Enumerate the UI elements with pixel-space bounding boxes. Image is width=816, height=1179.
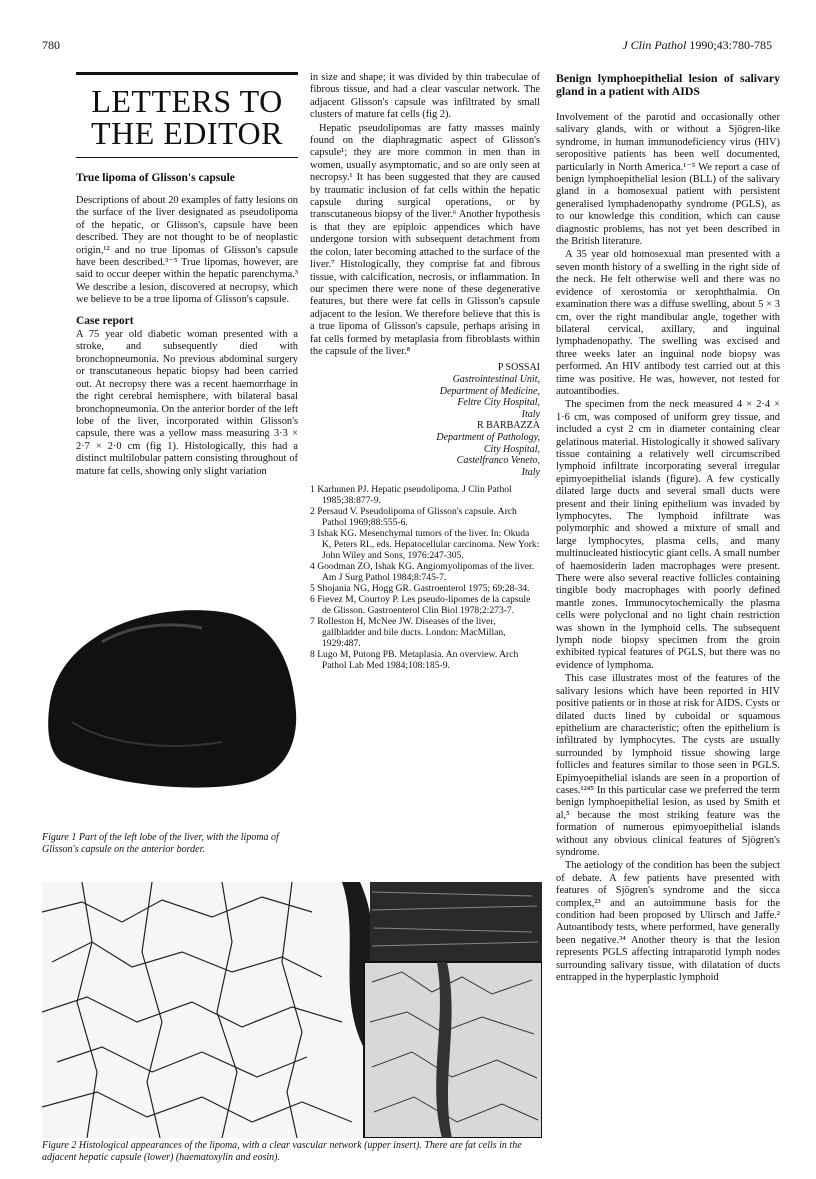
author-1-affiliation: Gastrointestinal Unit, [452,373,540,385]
figure-2-caption: Figure 2 Histological appearances of the lipoma, with a clear vascular network (upper insert). There are fat cells in the adjacent hepatic capsule (lower) (haematoxylin and eosin). [42,1140,522,1163]
reference-item: 2 Persaud V. Pseudolipoma of Glisson's capsule. Arch Pathol 1969;88:555-6. [310,506,517,529]
reference-item: 1 Karhunen PJ. Hepatic pseudolipoma. J Clin Pathol 1985;38:877-9. [310,484,512,507]
reference-item: 8 Lugo M, Putong PB. Metaplasia. An overview. Arch Pathol Lab Med 1984;108:185-9. [310,649,519,672]
letter-1-discussion: Hepatic pseudolipomas are fatty masses mainly found on the diaphragmatic aspect of Glisson's capsule¹; they are more common in men than in women, usually asymptomatic, and so are only seen at necropsy.¹ It has been suggested that they are caused by traumatic inclusion of fat cells within the hepatic capsule during surgical operations, or by transcutaneous biopsy of the liver.⁶ Another hypothesis is that they are epiploic appendices which have undergone torsion with subsequent detachment from the colon, later becoming attached to the surface of the liver.⁷ Histologically, they comprise fat and fibrous tissue, with calcification, necrosis, or inflammation. In our specimen there were none of these degenerative features, but there were fat cells in Glisson's capsule adjacent to the lesion. We therefore believe that this is a true lipoma of Glisson's capsule, perhaps arising in fat cells formed by metaplasia from fibroblasts within the capsule of the liver.⁸ [310,122,540,357]
reference-item: 7 Rolleston H, McNee JW. Diseases of the liver, gallbladder and bile ducts. London: MacMillan, 1929:487. [310,616,506,650]
reference-item: 5 Shojania NG, Hogg GR. Gastroenterol 1975; 69:28-34. [310,583,530,595]
letter-2-paragraph: The aetiology of the condition has been the subject of debate. A few patients have presented with features of Sjögren's syndrome and the sicca complex,²³ and an autoimmune basis for the condition had been proposed by Ulirsch and Jaffe.² Autoantibody tests, where performed, have generally been negative.³⁴ Another theory is that the lesion represents PGLS affecting intraparotid lymph nodes surrounding salivary tissue, with dilatation of ducts entrapped in the hyperplastic lymphoid [556,860,780,984]
case-report-text: A 75 year old diabetic woman presented with a stroke, and subsequently died with bronchopneumonia. No previous abdominal surgery or transcutaneous hepatic biopsy had been carried out. At necropsy there was a recent haemorrhage in the right cerebral hemisphere, with bilateral basal bronchopneumonia. On the anterior border of the left lobe of the liver, incorporated within Glisson's capsule, there was a yellow mass measuring 3·3 × 2·7 × 2·0 cm (fig 1). Histologically, this had a distinct multilobular pattern consisting throughout of mature fat cells, showing only slight variation [76,329,298,477]
author-2-affiliation: Italy [521,466,540,478]
signature-block [310,362,540,478]
journal-name: J Clin Pathol [622,38,687,52]
journal-volume: 1990;43:780-785 [686,38,772,52]
column-3 [556,72,780,985]
journal-citation [622,38,772,53]
author-2-affiliation: Castelfranco Veneto, [456,455,540,467]
masthead-line-2: THE EDITOR [91,115,283,151]
masthead-line-1: LETTERS TO [91,83,283,119]
reference-list [310,484,540,671]
figure-1-caption: Figure 1 Part of the left lobe of the liver, with the lipoma of Glisson's capsule on the anterior border. [42,832,279,855]
letter-1-intro: Descriptions of about 20 examples of fatty lesions on the surface of the liver designated as pseudolipoma of the hepatic, or Glisson's, capsule have been described. They are not thought to be of neoplastic origin,¹² and no true lipomas of Glisson's capsule have been described.³⁻⁵ True lipomas, however, are said to occur deeper within the hepatic parenchyma.³ We describe a lesion, discovered at necropsy, which we believe to be a true lipoma of Glisson's capsule. [76,195,298,306]
figure-2-image [42,882,542,1138]
case-report-heading: Case report [76,314,134,327]
column-1 [76,162,298,479]
column-2 [310,72,540,671]
letter-1-title: True lipoma of Glisson's capsule [76,172,235,184]
author-2-affiliation: City Hospital, [483,443,540,455]
figure-1-image [42,572,300,830]
author-1-affiliation: Department of Medicine, [439,385,540,397]
reference-item: 6 Fievez M, Courtoy P. Les pseudo-lipomes de la capsule de Glisson. Gastroenterol Clin Biol 1978;2:273-7. [310,594,531,617]
letter-1-continued: in size and shape; it was divided by thin trabeculae of fibrous tissue, and had a clear vascular network. The adjacent Glisson's capsule was infiltrated by small clusters of mature fat cells (fig 2). [310,72,540,121]
reference-item: 3 Ishak KG. Mesenchymal tumors of the liver. In: Okuda K, Peters RL, eds. Hepatocellular carcinoma. New York: John Wiley and Sons, 1976:247-305. [310,528,540,562]
reference-item: 4 Goodman ZO, Ishak KG. Angiomyolipomas of the liver. Am J Surg Pathol 1984;8:745-7. [310,561,535,584]
author-1-affiliation: Feltre City Hospital, [457,397,540,409]
letter-2-paragraph: The specimen from the neck measured 4 × 2·4 × 1·6 cm, was composed of uniform grey tissue, and included a cyst 2 cm in diameter containing clear gelatinous material. Histologically it showed salivary tissue containing a relatively well circumscribed lymphoid infiltrate incorporating several irregular epimyoepithelial islands (figure). A few cystically dilated large ducts and several small ducts were present and their lining epithelium was invaded by lymphocytes. The lymphoid infiltrate was polymorphic and showed a mixture of small and large lymphocytes, plasma cells, and many multinucleated histiocytic giant cells. A small number of haemosiderin laden macrophages were present. There were also several reactive follicles containing tingible body macrophages with poorly defined mantle zones. Immunocytochemically the plasma cells were polyclonal and no light chain restriction was shown in the lymphoid cells. The subsequent lymph node biopsy specimen from the groin exhibited typical features of PGLS, but there was no evidence of lymphoma. [556,399,780,671]
author-1-name: P SOSSAI [497,362,540,374]
letters-masthead [76,72,298,158]
author-2-affiliation: Department of Pathology, [436,431,540,443]
letter-2-paragraph: This case illustrates most of the features of the salivary lesions which have been reported in HIV positive patients or in those at risk for AIDS. Cysts or dilated ducts lined by cuboidal or squamous epithelium are characteristic; often the epithelium is infiltrated by lymphocytes. The cysts are usually surrounded by lymphoid tissue showing large follicles and features similar to those seen in PGLS. Epimyoepithelial islands are seen in a proportion of cases.¹²⁴⁵ In this particular case we preferred the term benign lymphoepithelial lesion, as used by Smith et al,⁵ because the most striking feature was the formation of numerous epimyoepithelial islands without any obvious clinical features of Sjögren's syndrome. [556,673,780,858]
author-1-affiliation: Italy [521,408,540,420]
letter-2-title: Benign lymphoepithelial lesion of salivary gland in a patient with AIDS [556,71,780,98]
letter-2-paragraph: Involvement of the parotid and occasionally other salivary glands, with or without a Sjögren-like syndrome, in human immunodeficiency virus (HIV) seropositive patients has been well documented, particularly in North America.¹⁻⁵ We report a case of benign lymphoepithelial lesion (BLL) of the salivary gland in a homosexual patient with persistent generalised lymphadenopathy syndrome (PGLS), as to our knowledge this condition, which can cause diagnostic problems, has not yet been described in the British literature. [556,112,780,248]
author-2-name: R BARBAZZA [476,420,540,432]
page-number: 780 [42,38,60,52]
letter-2-paragraph: A 35 year old homosexual man presented with a seven month history of a swelling in the right side of the neck. He felt otherwise well and there was no evidence of xerostomia or xerophthalmia. On examination there was a diffuse swelling, about 5 × 3 cm, over the right mandibular angle, together with bilateral cervical, axillary, and inguinal lymphadenopathy. The swelling was excised and three weeks later an inguinal node biopsy was performed. An HIV antibody test carried out at this time was positive. He was, however, not tested for autoantibodies. [556,249,780,397]
